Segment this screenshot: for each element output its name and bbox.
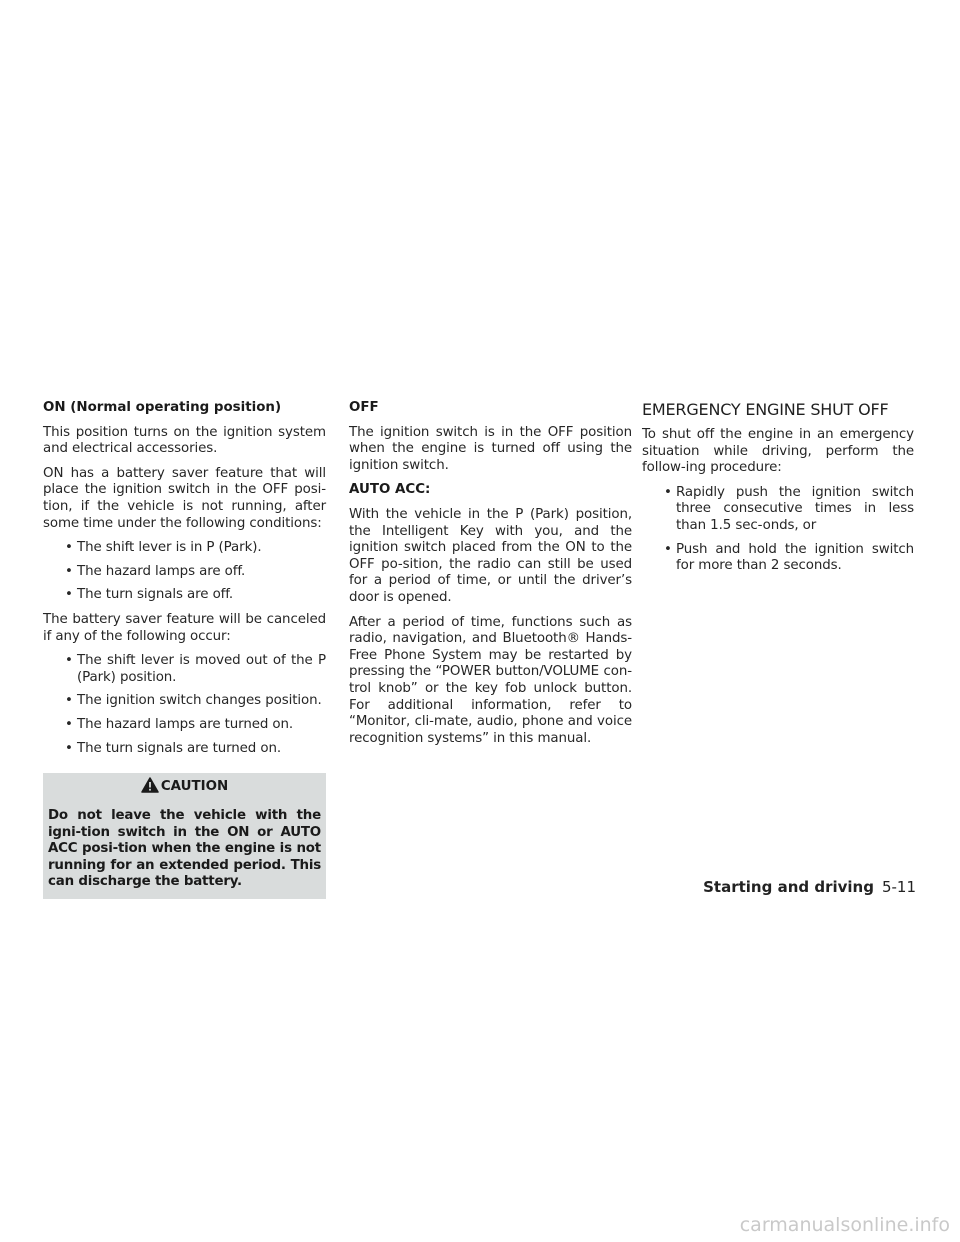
warning-triangle-icon [141, 777, 159, 793]
list-item: • The turn signals are off. [65, 587, 234, 603]
list-item: • The hazard lamps are off. [65, 563, 246, 579]
right-column [642, 400, 914, 583]
list-item: • Rapidly push the ignition switch three consecutive times in less than 1.5 sec-onds, or [664, 484, 914, 533]
watermark: carmanualsonline.info [739, 1214, 950, 1236]
list-item: • The hazard lamps are turned on. [65, 716, 294, 732]
caution-title: CAUTION [160, 779, 229, 795]
on-heading: ON (Normal operating position) [43, 400, 282, 415]
list-item: • Push and hold the ignition switch for more than 2 seconds. [664, 541, 914, 574]
middle-column [349, 400, 632, 755]
on-paragraph-1: This position turns on the ignition system and electrical accessories. [43, 424, 326, 457]
auto-acc-heading: AUTO ACC: [349, 482, 431, 498]
list-item: • The turn signals are turned on. [65, 740, 281, 756]
section-title: EMERGENCY ENGINE SHUT OFF [642, 400, 889, 419]
footer-section-name: Starting and driving [703, 878, 874, 896]
page-footer [703, 877, 916, 897]
left-column [43, 400, 326, 899]
caution-text: Do not leave the vehicle with the igni-tion switch in the ON or AUTO ACC posi-tion when the engine is not running for an extended period. This can discharge the battery. [48, 808, 321, 890]
emergency-procedure-list [642, 485, 914, 575]
on-paragraph-2: ON has a battery saver feature that will place the ignition switch in the OFF posi-tion, if the vehicle is not running, after some time under the following conditions: [43, 465, 326, 531]
auto-acc-paragraph-2: After a period of time, functions such as radio, navigation, and Bluetooth® Hands-Free Phone System may be restarted by pressing the “POWER button/VOLUME con-trol knob” or the key fob unlock button. For additional information, refer to “Monitor, cli-mate, audio, phone and voice recognition systems” in this manual. [349, 614, 632, 746]
battery-saver-cancel-list [43, 653, 326, 757]
list-item: • The ignition switch changes position. [65, 693, 322, 709]
caution-box [43, 773, 326, 899]
on-paragraph-3: The battery saver feature will be canceled if any of the following occur: [43, 611, 326, 644]
off-heading: OFF [349, 400, 379, 415]
list-item: • The shift lever is moved out of the P (Park) position. [65, 653, 326, 685]
caution-header [48, 777, 321, 797]
off-paragraph: The ignition switch is in the OFF position when the engine is turned off using the ignition switch. [349, 424, 632, 473]
auto-acc-paragraph-1: With the vehicle in the P (Park) position, the Intelligent Key with you, and the ignition switch placed from the ON to the OFF po-sition, the radio can still be used for a period of time, or until the driver’s door is opened. [349, 506, 632, 605]
page-number: 5-11 [881, 878, 916, 896]
battery-saver-conditions-list [43, 540, 326, 604]
emergency-paragraph: To shut off the engine in an emergency situation while driving, perform the follow-ing procedure: [642, 427, 914, 476]
list-item: • The shift lever is in P (Park). [65, 540, 262, 556]
